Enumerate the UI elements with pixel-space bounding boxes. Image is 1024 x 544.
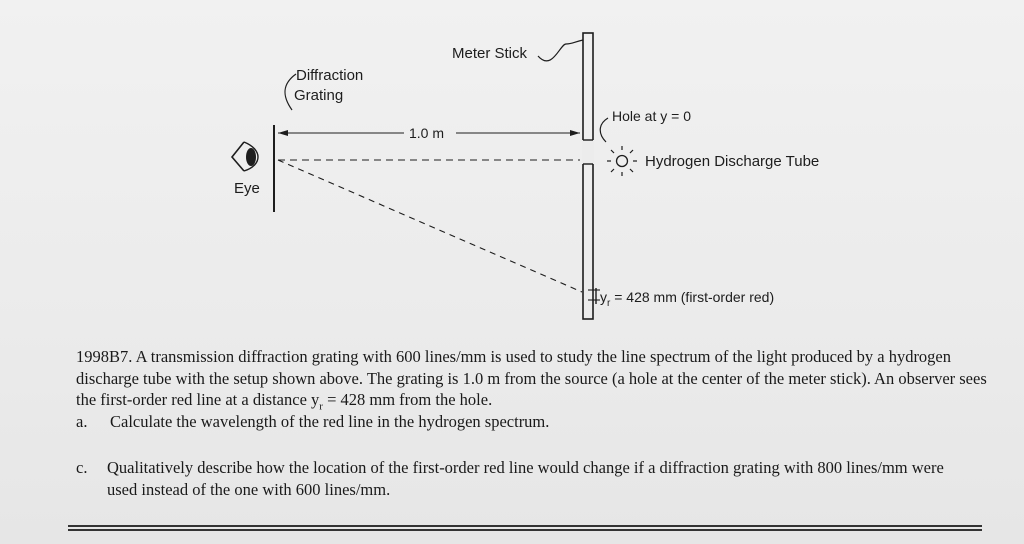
problem-statement <box>76 346 996 418</box>
problem-intro-end: = 428 mm from the hole. <box>322 390 493 409</box>
meter-stick <box>583 33 593 319</box>
part-a-letter: a. <box>76 412 88 431</box>
light-source-icon <box>607 146 637 176</box>
part-a-text: Calculate the wavelength of the red line in the hydrogen spectrum. <box>110 412 550 431</box>
meter-stick-leader <box>538 40 583 61</box>
distance-label: 1.0 m <box>409 125 445 141</box>
eye-label: Eye <box>234 180 260 197</box>
diffracted-ray <box>278 160 582 292</box>
part-c <box>76 457 996 503</box>
bottom-rule-2 <box>68 529 982 531</box>
yr-label <box>600 290 774 309</box>
problem-id: 1998B7. <box>76 347 133 366</box>
problem-intro: A transmission diffraction grating with 600 lines/mm is used to study the line spectrum of the light produced by a hydrogen discharge tube with the setup shown above. The grating is 1.0 m from the source (a hole at the center of the meter stick). An observer sees the first-order red line at a distance y <box>76 347 987 409</box>
dimension-arrow-left <box>278 130 288 136</box>
yr-subscript: r <box>607 297 611 309</box>
part-a <box>76 411 996 433</box>
meter-stick-label: Meter Stick <box>452 45 528 62</box>
hole-gap <box>582 140 594 164</box>
hole-label: Hole at y = 0 <box>612 108 691 124</box>
grating-label-line2: Grating <box>294 87 344 104</box>
tube-label: Hydrogen Discharge Tube <box>645 153 820 170</box>
hole-leader <box>600 118 608 142</box>
dimension-arrow-right <box>570 130 580 136</box>
yr-symbol: y <box>600 289 607 305</box>
part-c-letter: c. <box>76 458 88 477</box>
yr-value: = 428 mm (first-order red) <box>610 289 775 305</box>
part-c-text: Qualitatively describe how the location of the first-order red line would change if a diffraction grating with 800 lines/mm were used instead of the one with 600 lines/mm. <box>107 458 944 499</box>
bottom-rule-1 <box>68 525 982 527</box>
eye-icon <box>232 142 258 171</box>
grating-label-line1: Diffraction <box>296 67 364 84</box>
problem-intro-sub: r <box>319 400 323 413</box>
